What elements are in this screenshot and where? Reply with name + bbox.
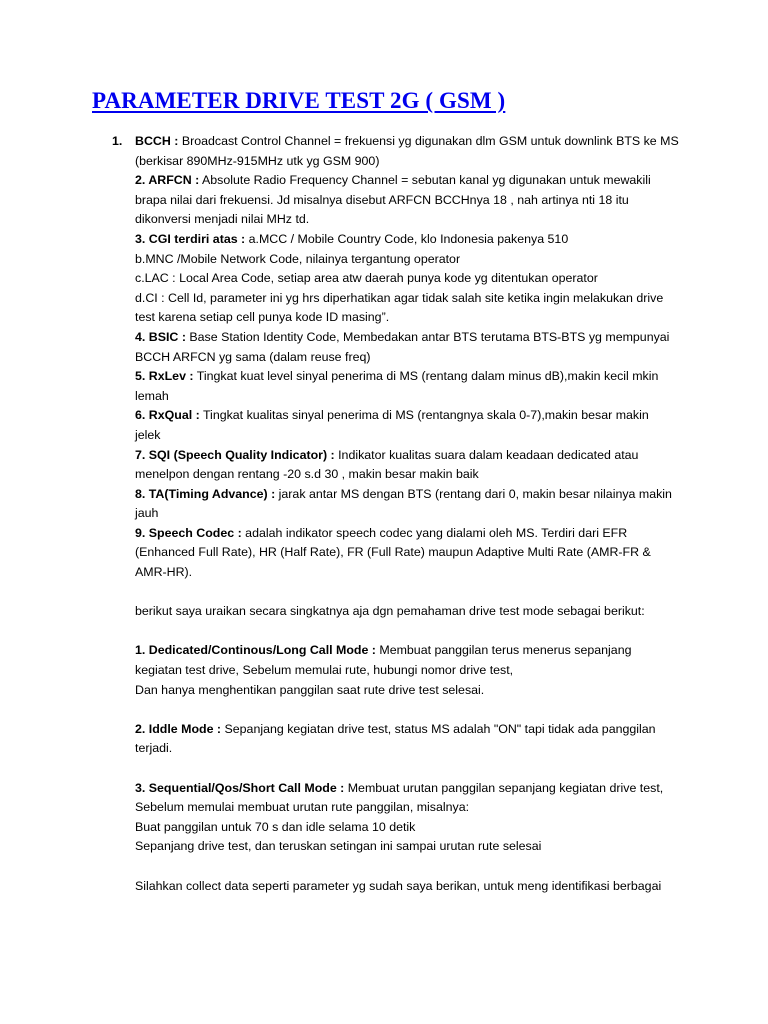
term-description: Tingkat kuat level sinyal penerima di MS (rentang dalam minus dB),makin kecil mkin [193, 369, 659, 384]
term-description: Dan hanya menghentikan panggilan saat rute drive test selesai. [135, 682, 485, 697]
term-description: Broadcast Control Channel = frekuensi yg digunakan dlm GSM untuk downlink BTS ke MS [178, 134, 679, 148]
term-description: brapa nilai dari frekuensi. Jd misalnya disebut ARFCN BCCHnya 18 , nah artinya nti 18 itu [135, 192, 629, 207]
document-body [112, 132, 755, 896]
text-line [135, 426, 755, 446]
text-line [135, 406, 755, 426]
term-description: AMR-HR). [135, 565, 193, 580]
text-line [135, 210, 755, 230]
text-line [135, 681, 755, 701]
term-label: 2. Iddle Mode : [135, 721, 222, 736]
term-description: kegiatan test drive, Sebelum memulai rute, hubungi nomor drive test, [135, 663, 514, 678]
text-line [135, 269, 755, 289]
term-label: 2. ARFCN : [135, 173, 200, 188]
term-label: BCCH : [135, 134, 179, 148]
list-number: 1. [112, 134, 123, 148]
term-description: menelpon dengan rentang -20 s.d 30 , makin besar makin baik [135, 467, 479, 482]
text-line [135, 485, 755, 505]
document-title: PARAMETER DRIVE TEST 2G ( GSM ) [92, 88, 506, 113]
term-description: Base Station Identity Code, Membedakan antar BTS terutama BTS-BTS yg mempunyai [185, 329, 670, 344]
text-line [135, 504, 755, 524]
text-line [112, 132, 755, 152]
text-line [135, 524, 755, 544]
text-line [135, 446, 755, 466]
text-line [135, 367, 755, 387]
term-description: adalah indikator speech codec yang dialami oleh MS. Terdiri dari EFR [241, 525, 628, 540]
term-description: berikut saya uraikan secara singkatnya aja dgn pemahaman drive test mode sebagai berikut: [135, 604, 645, 619]
text-line [135, 602, 755, 622]
text-line [135, 798, 755, 818]
text-line [135, 348, 755, 368]
term-label: 4. BSIC : [135, 329, 186, 344]
text-line [135, 818, 755, 838]
term-description: Indikator kualitas suara dalam keadaan dedicated atau [334, 447, 639, 462]
term-description: lemah [135, 388, 169, 403]
term-label: 1. Dedicated/Continous/Long Call Mode : [135, 643, 376, 658]
text-line [135, 191, 755, 211]
text-line [135, 328, 755, 348]
text-line [135, 250, 755, 270]
term-label: 9. Speech Codec : [135, 525, 242, 540]
term-label: 7. SQI (Speech Quality Indicator) : [135, 447, 335, 462]
blank-line [135, 583, 755, 603]
term-label: 3. CGI terdiri atas : [135, 231, 246, 246]
text-line [135, 387, 755, 407]
text-line [135, 465, 755, 485]
term-description: dikonversi menjadi nilai MHz td. [135, 212, 310, 227]
term-description: Membuat panggilan terus menerus sepanjang [375, 643, 632, 658]
term-description: jauh [135, 506, 159, 521]
term-description: Absolute Radio Frequency Channel = sebutan kanal yg digunakan untuk mewakili [199, 173, 651, 188]
term-description: jelek [135, 427, 161, 442]
term-label: 8. TA(Timing Advance) : [135, 486, 276, 501]
term-label: 5. RxLev : [135, 369, 194, 384]
term-description: Sepanjang kegiatan drive test, status MS adalah "ON" tapi tidak ada panggilan [221, 721, 656, 736]
text-line [135, 230, 755, 250]
term-description: BCCH ARFCN yg sama (dalam reuse freq) [135, 349, 371, 364]
term-label: 6. RxQual : [135, 408, 200, 423]
term-description: Membuat urutan panggilan sepanjang kegiatan drive test, [344, 780, 664, 795]
blank-line [135, 857, 755, 877]
term-description: d.CI : Cell Id, parameter ini yg hrs diperhatikan agar tidak salah site ketika ingin melakukan drive [135, 290, 664, 305]
text-line [135, 289, 755, 309]
text-line [135, 661, 755, 681]
term-description: terjadi. [135, 741, 173, 756]
text-line [135, 171, 755, 191]
term-label: 3. Sequential/Qos/Short Call Mode : [135, 780, 345, 795]
term-description: Silahkan collect data seperti parameter yg sudah saya berikan, untuk meng identifikasi berbagai [135, 878, 662, 893]
term-description: test karena setiap cell punya kode ID masing”. [135, 310, 390, 325]
term-description: b.MNC /Mobile Network Code, nilainya tergantung operator [135, 251, 461, 266]
text-line [135, 641, 755, 661]
blank-line [135, 700, 755, 720]
text-line [135, 779, 755, 799]
text-line [135, 739, 755, 759]
text-line [135, 308, 755, 328]
text-line [135, 152, 755, 172]
term-description: Buat panggilan untuk 70 s dan idle selama 10 detik [135, 819, 416, 834]
term-description: a.MCC / Mobile Country Code, klo Indonesia pakenya 510 [245, 231, 569, 246]
term-description: c.LAC : Local Area Code, setiap area atw daerah punya kode yg ditentukan operator [135, 271, 598, 286]
blank-line [135, 759, 755, 779]
text-line [135, 877, 755, 897]
text-line [135, 837, 755, 857]
blank-line [135, 622, 755, 642]
term-description: Sebelum memulai membuat urutan rute panggilan, misalnya: [135, 800, 470, 815]
term-description: (Enhanced Full Rate), HR (Half Rate), FR (Full Rate) maupun Adaptive Multi Rate (AMR-FR & [135, 545, 651, 560]
text-line [135, 543, 755, 563]
text-line [135, 563, 755, 583]
text-line [135, 720, 755, 740]
term-description: jarak antar MS dengan BTS (rentang dari 0, makin besar nilainya makin [275, 486, 672, 501]
term-description: Sepanjang drive test, dan teruskan setingan ini sampai urutan rute selesai [135, 839, 542, 854]
term-description: (berkisar 890MHz-915MHz utk yg GSM 900) [135, 153, 380, 168]
term-description: Tingkat kualitas sinyal penerima di MS (rentangnya skala 0-7),makin besar makin [199, 408, 649, 423]
